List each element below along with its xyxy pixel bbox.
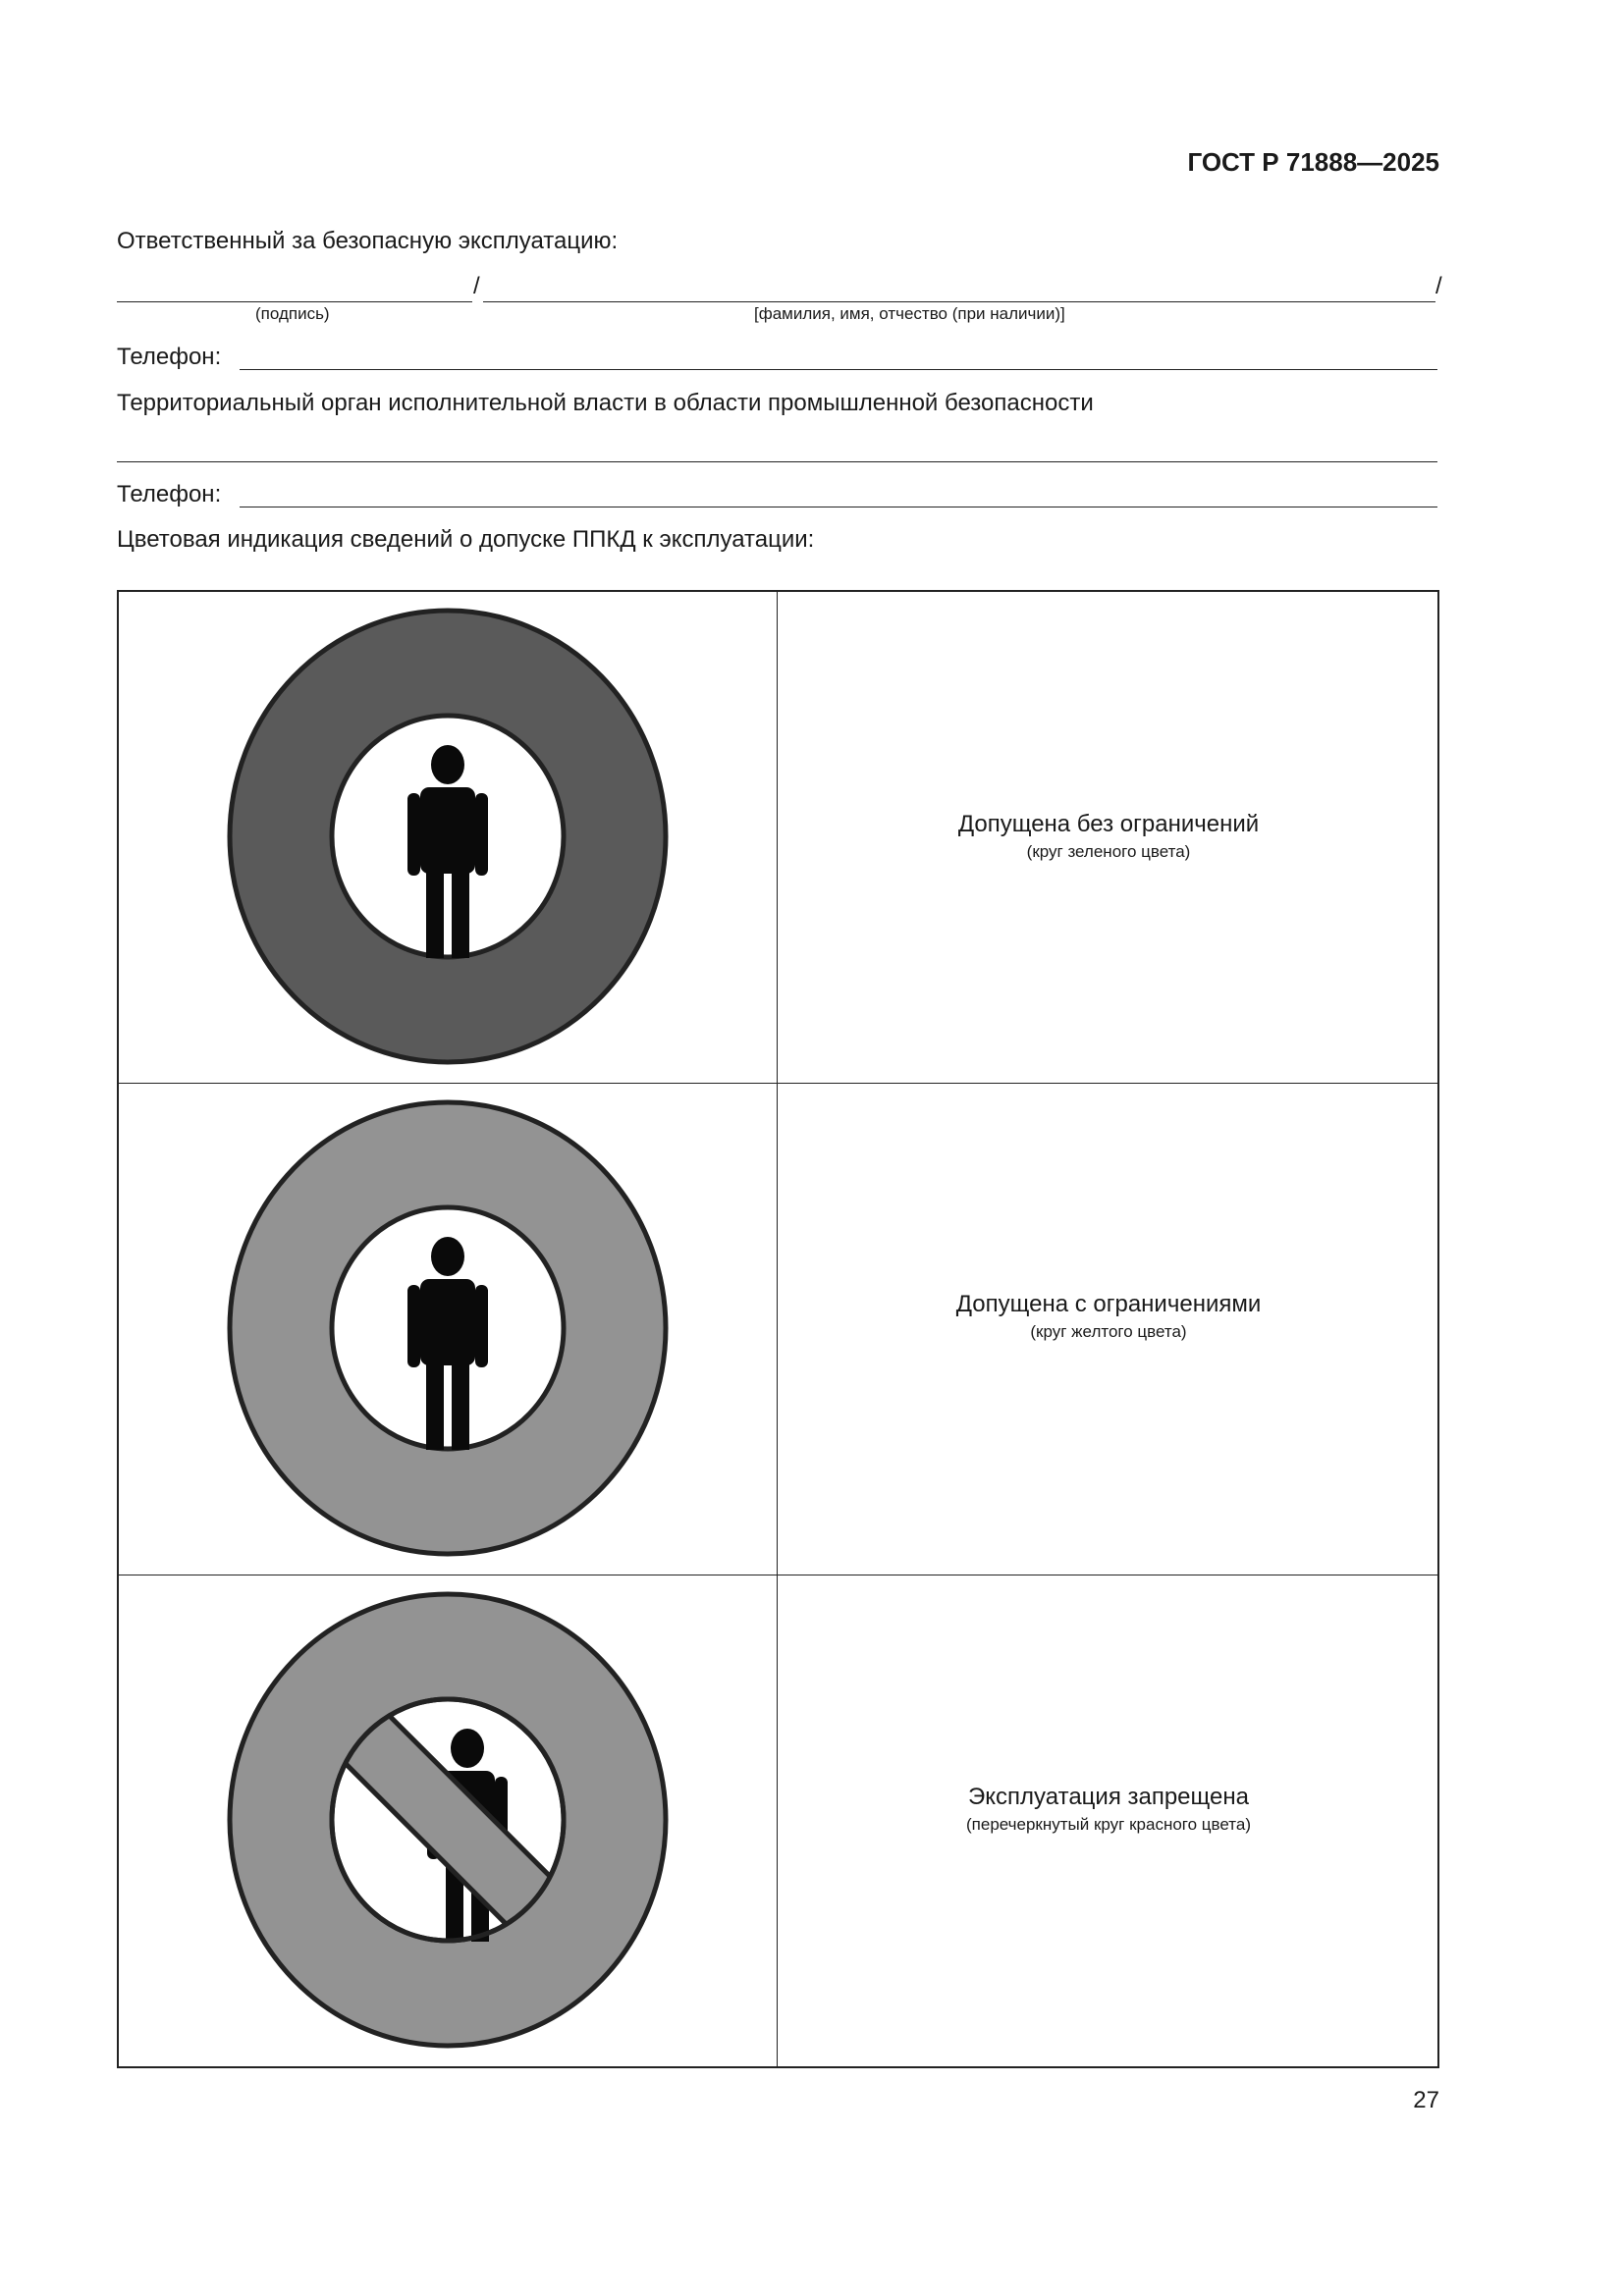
- responsible-label: Ответственный за безопасную эксплуатацию:: [117, 228, 619, 254]
- signature-line: [117, 301, 472, 302]
- row-3-text: [778, 1784, 1439, 1835]
- row-3-title: Эксплуатация запрещена: [968, 1784, 1249, 1810]
- phone-line-1: [240, 369, 1437, 370]
- phone-label-1: Телефон:: [117, 344, 222, 370]
- phone-label-2: Телефон:: [117, 481, 222, 507]
- restricted-person-sign-icon: [222, 1095, 674, 1561]
- prohibited-person-sign-icon: [222, 1587, 674, 2053]
- territorial-authority-label: Территориальный орган исполнительной власти в области промышленной безопасности: [117, 390, 1094, 416]
- row-1-text: [778, 811, 1439, 862]
- row-3-note: (перечеркнутый круг красного цвета): [966, 1815, 1251, 1834]
- signature-separator: /: [473, 273, 480, 299]
- name-caption: [фамилия, имя, отчество (при наличии)]: [754, 304, 1065, 323]
- color-indication-label: Цветовая индикация сведений о допуске ППКД к эксплуатации:: [117, 526, 815, 553]
- row-2-text: [778, 1291, 1439, 1342]
- territorial-authority-line: [117, 461, 1437, 462]
- row-2-note: (круг желтого цвета): [1030, 1322, 1187, 1341]
- row-1-title: Допущена без ограничений: [957, 811, 1260, 837]
- page-number: 27: [1413, 2087, 1439, 2113]
- name-line-end: /: [1435, 273, 1442, 299]
- table-row-divider-1: [117, 1083, 1439, 1084]
- signature-caption: (подпись): [255, 304, 330, 323]
- name-line: [483, 301, 1435, 302]
- document-code: ГОСТ Р 71888—2025: [1187, 147, 1439, 177]
- row-1-note: (круг зеленого цвета): [1026, 842, 1191, 861]
- row-2-title: Допущена с ограничениями: [955, 1291, 1262, 1317]
- allowed-person-sign-icon: [222, 604, 674, 1069]
